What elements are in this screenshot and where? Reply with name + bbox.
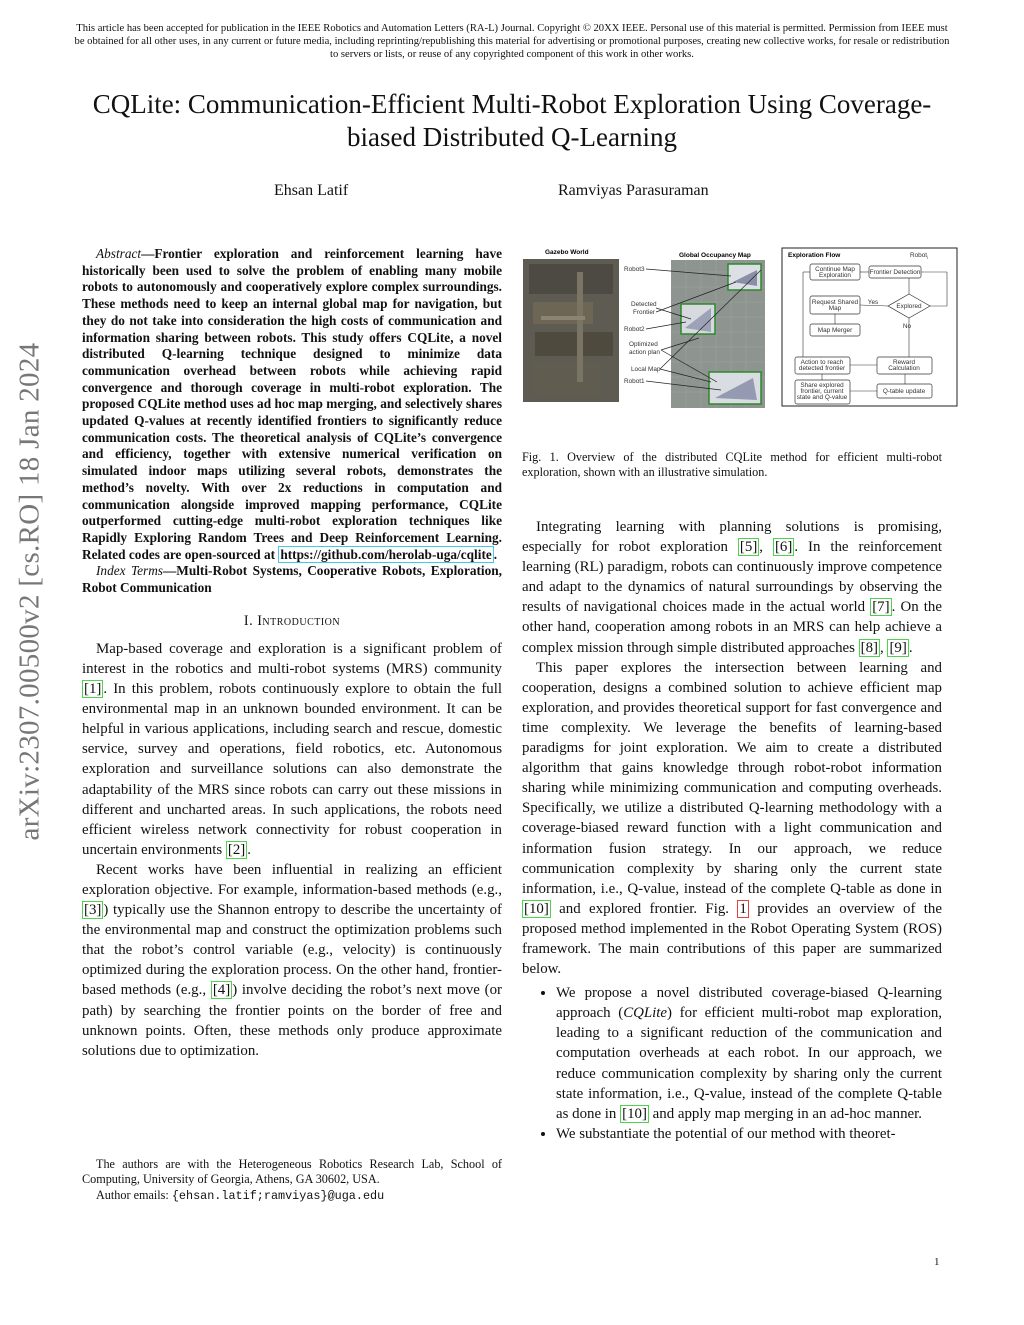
intro-paragraph-1: Map-based coverage and exploration is a significant problem of interest in the robotics and multi-robot systems (MRS) community [1] . In this problem, robots continuously explore to obtain the full environmental map in an unknown bounded environment. It can be helpful in various applications, including search and rescue, domestic service, survey and operations, field robotics, etc. Autonomous exploration and surveillance solutions can also demonstrate the adaptability of the MRS since robots can carry out these missions in different and uncharted areas. In such applications, the robots need efficient wireless network connectivity for robust cooperation in uncertain environments [2] . <box>82 640 502 858</box>
label-robot2: Robot2 <box>624 326 645 333</box>
flow-no: No <box>902 323 912 330</box>
section-heading-introduction: I. Introduction <box>243 612 341 629</box>
page-number: 1 <box>934 1256 940 1268</box>
abstract-label: Abstract <box>96 246 142 261</box>
contribution-2: • We substantiate the potential of our method with theoret- <box>556 1124 942 1144</box>
label-robot3: Robot3 <box>624 266 645 273</box>
paper-title: CQLite: Communication-Efficient Multi-Robot Exploration Using Coverage-biased Distributed Q-Learning <box>92 89 932 152</box>
abstract: Abstract—Frontier exploration and reinforcement learning have historically been used to solve the problem of enabling many mobile robots to autonomously and cooperatively explore complex surroundings. These methods need to keep an internal global map for navigation, but they do not take into consideration the high costs of communication and information sharing between robots. This study offers CQLite, a novel distributed Q-learning technique designed to minimize data communication overhead between robots while achieving rapid convergence and thorough coverage in multi-robot exploration. The proposed CQLite method uses ad hoc map merging, and selectively shares updated Q-values at recently identified frontiers to significantly reduce communication costs. The theoretical analysis of CQLite’s convergence and efficiency, together with extensive numerical verification on simulated indoor maps utilizing several robots, demonstrates the method’s novelty. With over 2x reductions in computation and communication alongside improved mapping performance, CQLite outperformed cutting-edge multi-robot exploration techniques like Rapidly Exploring Random Trees and Deep Reinforcement Learning. Related codes are open-sourced at https://github.com/herolab-uga/cqlite . Index Terms—Multi-Robot Systems, Cooperative Robots, Exploration, Robot Communication <box>82 246 502 596</box>
gazebo-title: Gazebo World <box>545 249 589 256</box>
right-column <box>522 517 942 1144</box>
citation-2[interactable]: [2] <box>227 841 246 858</box>
right-paragraph-1: Integrating learning with planning solutions is promising, especially for robot exploration [5] , [6] . In the reinforcement learning (RL) paradigm, robots can continuously improve competence and adapt to the dynamics of natural surroundings by observing the results of navigational choices made in the actual world [7] . On the other hand, cooperation among robots in an MRS can help achieve a complex mission through simple distributed approaches [8] , [9] . <box>522 519 942 656</box>
label-local-map: Local Map <box>631 366 661 373</box>
flow-request-2: Map <box>828 305 842 312</box>
citation-7[interactable]: [7] <box>872 599 890 616</box>
flow-title: Exploration Flow <box>788 252 841 259</box>
citation-3[interactable]: [3] <box>84 902 102 919</box>
flow-reward-1: Reward <box>892 359 916 366</box>
label-optimized: Optimized <box>629 341 658 348</box>
label-detected: Detected <box>631 301 657 308</box>
label-action-plan: action plan <box>629 349 660 356</box>
flow-share-3: state and Q-value <box>796 394 848 401</box>
citation-4[interactable]: [4] <box>212 982 231 999</box>
code-link[interactable]: https://github.com/herolab-uga/cqlite <box>280 546 492 562</box>
flow-continue-1: Continue Map <box>815 266 855 273</box>
flow-explored: Explored <box>896 303 922 310</box>
figure-1-caption: Fig. 1. Overview of the distributed CQLite method for efficient multi-robot exploration, shown with an illustrative simulation. <box>522 450 942 480</box>
flow-share-1: Share explored <box>800 382 844 389</box>
figure-1-overview <box>521 242 959 412</box>
figure-1-ref[interactable]: 1 <box>739 900 747 917</box>
author-2: Ramviyas Parasuraman <box>558 182 709 199</box>
index-terms: Index Terms—Multi-Robot Systems, Cooperative Robots, Exploration, Robot Communication <box>82 563 502 596</box>
citation-5[interactable]: [5] <box>739 539 758 556</box>
citation-6[interactable]: [6] <box>774 539 793 556</box>
footnote <box>82 1157 502 1204</box>
flow-share-2: frontier, current <box>800 388 844 395</box>
flow-reward-2: Calculation <box>888 365 920 372</box>
label-frontier: Frontier <box>633 309 656 316</box>
intro-paragraph-2: Recent works have been influential in realizing an efficient exploration objective. For example, information-based methods (e.g., [3] ) typically use the Shannon entropy to describe the uncertainty of the environmental map and construct the optimization problems such that the robot’s control variable (e.g., velocity) is continuously optimized during the exploration process. On the other hand, frontier-based methods (e.g., [4] ) involve deciding the robot’s next move (or path) by searching the frontier points on the border of free and unknown points. Often, these methods only produce approximate solutions due to optimization. <box>82 861 502 1059</box>
flow-request-1: Request Shared <box>811 299 859 306</box>
flow-yes: Yes <box>867 299 879 306</box>
contributions-list <box>522 983 942 1144</box>
right-paragraph-2: This paper explores the intersection between learning and cooperation, designs a combined solution to achieve efficient map exploration, and provides theoretical support for fast convergence and time complexity. We leverage the benefits of learning-based paradigms for joint exploration. We aim to create a distributed algorithm that gains knowledge through robot-robot information sharing while minimizing communication and computing overheads. Specifically, we utilize a distributed Q-learning methodology with a coverage-biased reward function with a light communication and information fusion strategy. In our approach, we reduce communication complexity by sharing only the current state information, i.e., Q-value, instead of the complete Q-table as done in [10] and explored frontier. Fig. 1 provides an overview of the proposed method implemented in the Robot Operating System (ROS) framework. The main contributions of this paper are summarized below. <box>522 659 942 978</box>
label-robot1: Robot1 <box>624 378 645 385</box>
arxiv-identifier: arXiv:2307.00500v2 [cs.RO] 18 Jan 2024 <box>13 342 46 841</box>
flow-robot-label: Robot$_i$ <box>910 252 929 260</box>
citation-9[interactable]: [9] <box>889 639 907 656</box>
abstract-text: Frontier exploration and reinforcement learning have historically been used to solve the problem of enabling many mobile robots to autonomously and cooperatively explore complex surroundings. These methods need to keep an internal global map for navigation, but they do not take into consideration the high costs of communication and information sharing between robots. This study offers CQLite, a novel distributed Q-learning technique designed to minimize data communication overhead between robots while achieving rapid convergence and thorough coverage in multi-robot exploration. The proposed CQLite method uses ad hoc map merging, and selectively shares updated Q-values at recently identified frontiers to significantly reduce communication costs. The theoretical analysis of CQLite’s convergence and efficiency, together with extensive numerical verification on simulated indoor maps utilizing several robots, demonstrates the method’s novelty. With over 2x reductions in computation and communication alongside improved mapping performance, CQLite outperformed cutting-edge multi-robot exploration techniques like Rapidly Exploring Random Trees and Deep Reinforcement Learning. Related codes are open-sourced at <box>82 246 502 562</box>
author-1: Ehsan Latif <box>274 182 349 199</box>
flow-qtable-update: Q-table update <box>882 388 926 395</box>
occupancy-title: Global Occupancy Map <box>679 252 751 259</box>
left-column <box>82 246 502 1061</box>
flow-map-merger: Map Merger <box>817 327 853 334</box>
footnote-affiliation: The authors are with the Heterogeneous Robotics Research Lab, School of Computing, University of Georgia, Athens, GA 30602, USA. <box>82 1157 502 1187</box>
contribution-1: • We propose a novel distributed coverage-biased Q-learning approach (CQLite) for efficient multi-robot map exploration, leading to a significant reduction of the communication and computation overheads at each robot. In our approach, we reduce communication complexity by sharing only the current state information, i.e., Q-value, instead of the complete Q-table as done in [10] and apply map merging in an ad-hoc manner. <box>556 983 942 1124</box>
citation-10-b[interactable]: [10] <box>622 1105 647 1122</box>
copyright-notice: This article has been accepted for publication in the IEEE Robotics and Automation Letters (RA-L) Journal. Copyright © 20XX IEEE. Personal use of this material is permitted. Permission from IEEE must be obtained for all other uses, in any current or future media, including reprinting/republishing this material for advertising or promotional purposes, creating new collective works, for resale or redistribution to servers or lists, or reuse of any copyrighted component of this work in other works. <box>74 23 950 61</box>
citation-8[interactable]: [8] <box>860 639 879 656</box>
flow-frontier-detection: Frontier Detection <box>869 269 921 276</box>
citation-1[interactable]: [1] <box>84 681 102 698</box>
flow-action-2: detected frontier <box>798 365 846 372</box>
citation-10[interactable]: [10] <box>524 900 549 917</box>
footnote-emails: Author emails: {ehsan.latif;ramviyas}@uga.edu <box>96 1187 385 1203</box>
flow-continue-2: Exploration <box>819 272 851 279</box>
flow-action-1: Action to reach <box>800 359 844 366</box>
